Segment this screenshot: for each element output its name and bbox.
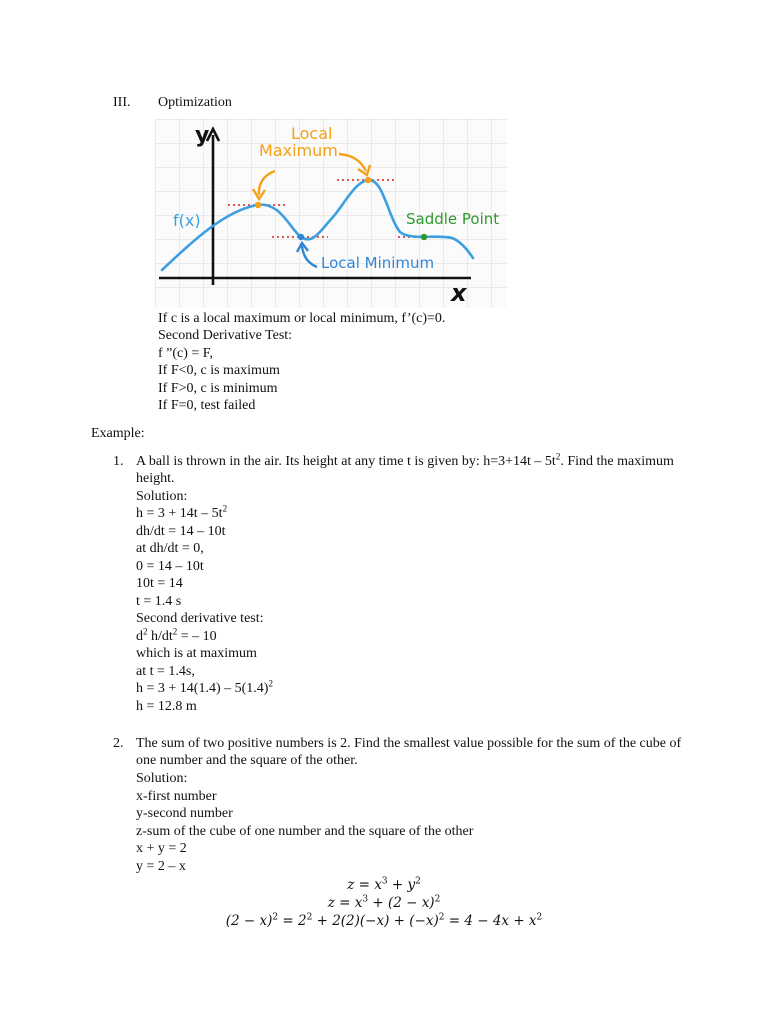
ex1-step-sdt: Second derivative test: [136, 611, 264, 626]
example-label: Example: [91, 426, 145, 441]
theory-line-2: Second Derivative Test: [158, 328, 293, 343]
theory-line-1: If c is a local maximum or local minimum, f’(c)=0. [158, 311, 446, 326]
fx-label: f(x) [173, 211, 201, 230]
ex1-step-d2: $d^2$ $h/dt^2$ = – 10 [136, 626, 217, 644]
ex2-y-eq: y = 2 – x [136, 859, 186, 874]
ex2-sum: x + y = 2 [136, 841, 187, 856]
ex2-equation-2: $z = x^3 + (2 - x)^2$ [327, 894, 441, 911]
ex2-question-line1: The sum of two positive numbers is 2. Find the smallest value possible for the sum of the cube of [136, 736, 682, 751]
local-max-label-line1: Local [291, 124, 333, 143]
ex1-step-at: at dh/dt = 0, [136, 541, 204, 556]
ex2-solution-label: Solution: [136, 771, 188, 786]
ex1-step-final: h = 12.8 m [136, 699, 197, 714]
theory-line-6: If F=0, test failed [158, 398, 256, 413]
local-min-point [298, 234, 304, 240]
x-axis-label: x [451, 279, 467, 307]
theory-line-5: If F>0, c is minimum [158, 381, 278, 396]
ex1-number: 1. [113, 454, 124, 469]
ex1-step-t: t = 1.4 s [136, 594, 182, 609]
local-max-point-2 [365, 177, 371, 183]
ex1-question-line1: A ball is thrown in the air. Its height at any time t is given by: $h=3+14t - 5t^2$. Find the maximum [136, 451, 674, 469]
section-numeral: III. [113, 95, 131, 110]
section-title: Optimization [158, 95, 232, 110]
ex1-solution-label: Solution: [136, 489, 188, 504]
y-axis-label: y [195, 123, 210, 148]
ex1-step-zero: 0 = 14 – 10t [136, 559, 204, 574]
local-max-point-1 [255, 202, 261, 208]
ex1-step-att: at t = 1.4s, [136, 664, 195, 679]
local-min-label: Local Minimum [321, 254, 435, 272]
ex2-number: 2. [113, 736, 124, 751]
theory-line-4: If F<0, c is maximum [158, 363, 280, 378]
ex2-equation-1: $z = x^3 + y^2$ [347, 876, 421, 893]
ex1-step-dh: dh/dt = 14 – 10t [136, 524, 226, 539]
theory-line-3: f ”(c) = F, [158, 346, 213, 361]
ex1-question-line2: height. [136, 471, 175, 486]
saddle-point-label: Saddle Point [406, 210, 500, 228]
ex2-question-line2: one number and the square of the other. [136, 753, 358, 768]
ex2-equation-3: $(2 - x)^2 = 2^2 + 2(2)(-x) + (-x)^2 = 4 - 4x + x^2$ [225, 912, 543, 929]
ex1-step-10t: 10t = 14 [136, 576, 183, 591]
ex2-def-x: x-first number [136, 789, 217, 804]
saddle-point-dot [421, 234, 427, 240]
local-max-label-line2: Maximum [259, 141, 338, 160]
extrema-figure [155, 119, 507, 308]
ex2-def-z: z-sum of the cube of one number and the square of the other [136, 824, 474, 839]
ex2-def-y: y-second number [136, 806, 233, 821]
ex1-step-which: which is at maximum [136, 646, 257, 661]
ex1-step-h: $h = 3 + 14t - 5t^2$ [136, 503, 228, 521]
ex1-step-h14: $h = 3 + 14(1.4) - 5(1.4)^2$ [136, 678, 273, 696]
